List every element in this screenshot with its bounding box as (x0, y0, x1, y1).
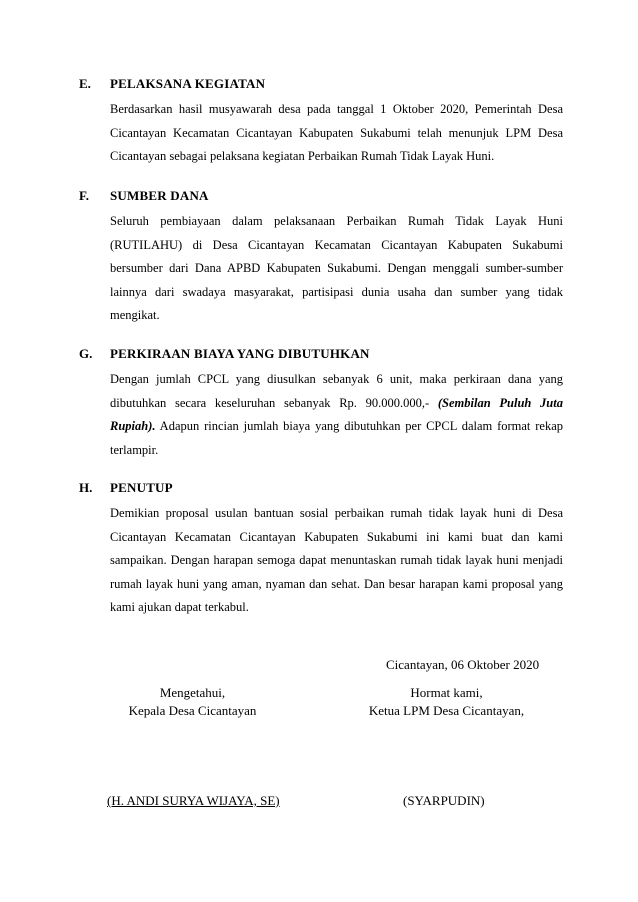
body-text: Adapun rincian jumlah biaya yang dibutuhkan per CPCL dalam format rekap terlampir. (110, 419, 563, 457)
lpm-head-name: (SYARPUDIN) (403, 793, 485, 808)
section-letter: G. (79, 346, 93, 361)
section-body: Demikian proposal usulan bantuan sosial perbaikan rumah tidak layak huni di Desa Cicantayan Kecamatan Cicantayan Kabupaten Sukabumi ini kami buat dan kami sampaikan. Dengan harapan semoga dapat menuntaskan rumah tidak layak huni menjadi rumah layak huni yang aman, nyaman dan sehat. Dan besar harapan kami proposal yang kami ajukan dapat terkabul. (110, 506, 563, 614)
section-body: Berdasarkan hasil musyawarah desa pada tanggal 1 Oktober 2020, Pemerintah Desa Cicantayan Kecamatan Cicantayan Kabupaten Sukabumi telah menunjuk LPM Desa Cicantayan sebagai pelaksana kegiatan Perbaikan Rumah Tidak Layak Huni. (110, 102, 563, 163)
section-heading: PERKIRAAN BIAYA YANG DIBUTUHKAN (110, 346, 370, 361)
section-body (110, 368, 563, 462)
section-letter: E. (79, 76, 91, 91)
body-text: Dengan jumlah CPCL yang diusulkan sebanyak 6 unit, maka perkiraan dana yang dibutuhkan secara keseluruhan sebanyak Rp. 90.000.000,- (110, 372, 563, 410)
amount-in-words: (Sembilan Puluh Juta Rupiah). (110, 395, 563, 433)
village-head-title: Kepala Desa Cicantayan (128, 703, 257, 718)
section-letter: F. (79, 188, 89, 203)
left-signature-block (110, 684, 275, 720)
section-body: Seluruh pembiayaan dalam pelaksanaan Perbaikan Rumah Tidak Layak Huni (RUTILAHU) di Desa Cicantayan Kecamatan Cicantayan Kabupaten Sukabumi bersumber dari Dana APBD Kabupaten Sukabumi. Dengan menggali sumber-sumber lainnya dari swadaya masyarakat, partisipasi dunia usaha dan sumber yang tidak mengikat. (110, 214, 563, 322)
section-heading: PELAKSANA KEGIATAN (110, 76, 266, 91)
lpm-head-title: Ketua LPM Desa Cicantayan, (368, 703, 525, 718)
section-heading: SUMBER DANA (110, 188, 209, 203)
acknowledged-label: Mengetahui, (159, 685, 226, 700)
section-letter: H. (79, 480, 93, 495)
village-head-name: (H. ANDI SURYA WIJAYA, SE) (107, 793, 280, 808)
section-heading: PENUTUP (110, 480, 173, 495)
place-date: Cicantayan, 06 Oktober 2020 (386, 657, 540, 672)
right-signature-block (364, 684, 529, 720)
regards-label: Hormat kami, (410, 685, 483, 700)
